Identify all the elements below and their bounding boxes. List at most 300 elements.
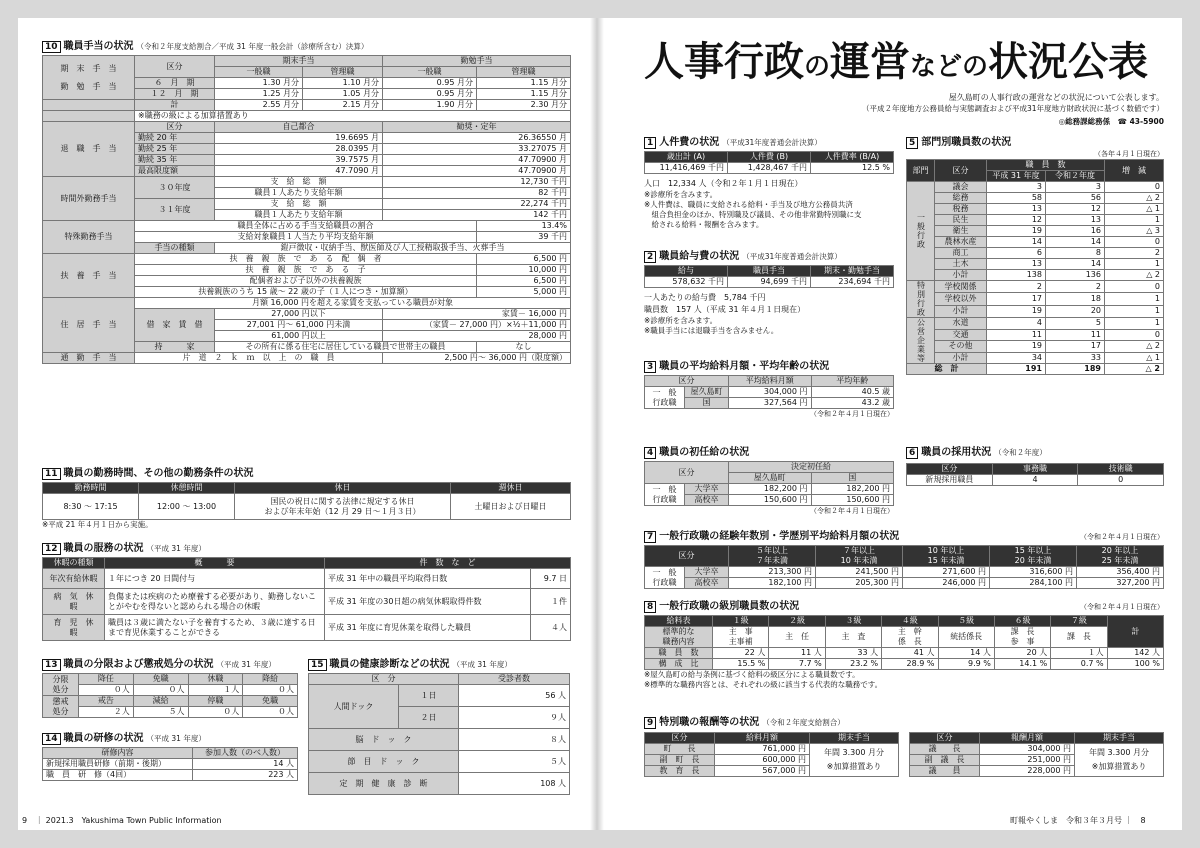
table-cell: 11 人 bbox=[769, 648, 825, 659]
table-cell: 15 年以上 20 年未満 bbox=[990, 546, 1077, 567]
table-cell: 停職 bbox=[188, 696, 243, 707]
table-row bbox=[43, 748, 298, 759]
table-cell: 区分 bbox=[910, 733, 980, 744]
table-cell: 国民の祝日に関する法律に規定する休日 および年末年始（12 月 29 日～１月３日） bbox=[235, 494, 451, 520]
table-row bbox=[43, 615, 571, 641]
table-cell: 区 分 bbox=[309, 674, 459, 685]
table-row bbox=[907, 293, 1164, 305]
table-row bbox=[43, 589, 571, 615]
table-cell: 19 bbox=[987, 341, 1046, 353]
table-cell: １２ 月 期 bbox=[135, 89, 215, 100]
table-cell: 28.0395 月 bbox=[215, 144, 383, 155]
section-3-average-salary: 3 職員の平均給料月額・平均年齢の状況 区分 平均給料月額 平均年齢 一 般 行政職 屋久島町 304,000 円 40.5 歳 国 327,564 円 43.2 歳 （令和２年４月１日現在） bbox=[644, 360, 894, 419]
table-row bbox=[907, 364, 1164, 375]
table-cell: 事務職 bbox=[992, 464, 1078, 475]
table-cell: 職 員 研 修（4回） bbox=[43, 770, 193, 781]
table-cell: 最高限度額 bbox=[135, 166, 215, 177]
right-page bbox=[604, 18, 1182, 830]
experience-salary-table bbox=[644, 545, 1164, 589]
table-cell: 142 千円 bbox=[383, 210, 571, 221]
table-cell: 27,001 円～ 61,000 円未満 bbox=[215, 320, 383, 331]
table-cell: 13 bbox=[987, 204, 1046, 215]
table-cell: 14 bbox=[1046, 259, 1105, 270]
table-cell: 33.27075 月 bbox=[383, 144, 571, 155]
table-cell: 主 幹 係 長 bbox=[882, 627, 938, 648]
table-cell: 町 長 bbox=[645, 744, 715, 755]
working-hours-table bbox=[42, 482, 571, 520]
table-cell: 12 bbox=[1046, 204, 1105, 215]
table-cell: 概 要 bbox=[105, 558, 325, 569]
table-cell: 人件費 (B) bbox=[728, 152, 811, 163]
table-cell: 主 任 bbox=[769, 627, 825, 648]
table-cell: 20 bbox=[1046, 305, 1105, 317]
table-cell: 7.7 % bbox=[769, 659, 825, 670]
table-cell: 平成 31 年中の職員平均取得日数 bbox=[325, 569, 531, 589]
table-cell: 22,274 千円 bbox=[383, 199, 571, 210]
table-row bbox=[907, 237, 1164, 248]
table-cell: 12 bbox=[987, 215, 1046, 226]
section-9-special-pay bbox=[644, 716, 1164, 777]
table-cell: 2 bbox=[1046, 281, 1105, 293]
table-cell: 統括係長 bbox=[938, 627, 994, 648]
table-cell: 26.36550 月 bbox=[383, 133, 571, 144]
table-cell: 学校以外 bbox=[935, 293, 987, 305]
table-cell: 家賃－ 16,000 円 bbox=[383, 309, 571, 320]
table-cell: 13 bbox=[1046, 215, 1105, 226]
table-cell: 1.30 月分 bbox=[215, 78, 303, 89]
table-row bbox=[645, 277, 894, 288]
section-8-grade-count: 8 一般行政職の級別職員数の状況 （令和２年４月１日現在） 給料表 １級 ２級 ３級 ４級 ５級 ６級 ７級 計 標準的な 職務内容 主 事 主事補 主 任 主 査 主 幹 係 長 統括係長 課 長 参 事 課 長 職 員 数 22 人 11 人 33 人 41 人 14 人 20 人 １人 142 人 構 成 比 15.5 % 7.7 % 23.2 % 28.9 % 9.9 % 14.1 % 0.7 % 100 % ※屋久島町の給与条例に基づく給料の級区分による職員数です。 ※標準的な職務内容とは、それぞれの級に該当する代表的な職務です。 bbox=[644, 601, 1164, 689]
table-cell: 職 員 数 bbox=[645, 648, 713, 659]
table-cell: 職 員 数 bbox=[987, 160, 1105, 171]
footer-left: 9 ｜ 2021.3 Yakushima Town Public Information bbox=[22, 816, 222, 825]
table-cell bbox=[43, 111, 135, 122]
table-cell: ０人 bbox=[243, 707, 298, 718]
table-cell: 育 児 休 暇 bbox=[43, 615, 105, 641]
table-cell: 片 道 ２ ｋ ｍ 以 上 の 職 員 bbox=[135, 353, 383, 364]
table-cell: 284,100 円 bbox=[990, 578, 1077, 589]
table-cell: 1 bbox=[1105, 259, 1164, 270]
table-cell: 勤続 35 年 bbox=[135, 155, 215, 166]
table-cell: 142 人 bbox=[1107, 648, 1163, 659]
table-cell: ０人 bbox=[243, 685, 298, 696]
table-row bbox=[645, 546, 1164, 567]
table-cell: 14 人 bbox=[938, 648, 994, 659]
salary-cost-table bbox=[644, 265, 894, 288]
table-cell: △ 1 bbox=[1105, 352, 1164, 364]
table-cell: 配偶者および子以外の扶養親族 bbox=[135, 276, 477, 287]
table-cell: 自己都合 bbox=[215, 122, 383, 133]
table-cell: 商工 bbox=[935, 248, 987, 259]
table-cell: 108 人 bbox=[459, 773, 570, 795]
table-row bbox=[43, 707, 298, 718]
table-row bbox=[43, 353, 571, 364]
table-cell: 94,699 千円 bbox=[728, 277, 811, 288]
table-cell: 報酬月額 bbox=[980, 733, 1075, 744]
table-cell: 22 人 bbox=[713, 648, 769, 659]
table-cell: 0.95 月分 bbox=[383, 89, 477, 100]
table-cell: 定 期 健 康 診 断 bbox=[309, 773, 459, 795]
table-row bbox=[910, 733, 1164, 744]
table-cell: 議 員 bbox=[910, 766, 980, 777]
table-cell: 議会 bbox=[935, 182, 987, 193]
table-cell: 増 減 bbox=[1105, 160, 1164, 182]
table-cell: 高校卒 bbox=[685, 495, 729, 506]
discipline-table bbox=[42, 673, 298, 718]
table-cell: 304,000 円 bbox=[729, 387, 812, 398]
table-cell: 567,000 円 bbox=[715, 766, 810, 777]
table-cell: 副 町 長 bbox=[645, 755, 715, 766]
table-cell: 4 bbox=[987, 318, 1046, 330]
table-cell: 58 bbox=[987, 193, 1046, 204]
table-cell: 189 bbox=[1046, 364, 1105, 375]
table-cell: 部門 bbox=[907, 160, 935, 182]
table-row bbox=[645, 627, 1164, 648]
table-cell: 23.2 % bbox=[825, 659, 881, 670]
table-cell: 課 長 bbox=[1051, 627, 1107, 648]
table-cell: 56 人 bbox=[459, 685, 570, 707]
table-cell: 228,000 円 bbox=[980, 766, 1075, 777]
table-cell: 期末手当 bbox=[1075, 733, 1164, 744]
table-row bbox=[907, 193, 1164, 204]
section-8-heading: 8 一般行政職の級別職員数の状況 bbox=[644, 600, 799, 613]
table-cell: 18 bbox=[1046, 293, 1105, 305]
table-cell: 0.7 % bbox=[1051, 659, 1107, 670]
table-cell: 223 人 bbox=[193, 770, 298, 781]
training-table bbox=[42, 747, 298, 781]
table-cell: ３０年度 bbox=[135, 177, 215, 199]
table-cell: 33 bbox=[1046, 352, 1105, 364]
table-cell: １日 bbox=[399, 685, 459, 707]
dependent-label: 扶 養 手 当 bbox=[43, 254, 135, 298]
table-row bbox=[907, 259, 1164, 270]
table-cell: 1.05 月分 bbox=[303, 89, 383, 100]
table-cell: 職員手当 bbox=[728, 266, 811, 277]
table-cell: ０人 bbox=[133, 685, 188, 696]
table-cell: 平成 31 年度に育児休業を取得した職員 bbox=[325, 615, 531, 641]
table-cell: 6 bbox=[987, 248, 1046, 259]
housing-label: 住 居 手 当 bbox=[43, 298, 135, 353]
table-cell: 11 bbox=[987, 329, 1046, 341]
table-cell: 降給 bbox=[243, 674, 298, 685]
section-13-heading: 13 職員の分限および懲戒処分の状況 （平成 31 年度） bbox=[42, 658, 298, 671]
table-cell: 15.5 % bbox=[713, 659, 769, 670]
table-cell: 14 bbox=[1046, 237, 1105, 248]
table-cell: 病 気 休 暇 bbox=[43, 589, 105, 615]
table-cell: ６ 月 期 bbox=[135, 78, 215, 89]
table-cell: ５人 bbox=[133, 707, 188, 718]
section-5-heading: 5 部門別職員数の状況 bbox=[906, 136, 1164, 149]
table-cell: 小計 bbox=[935, 270, 987, 281]
health-table bbox=[308, 673, 570, 795]
table-cell: 支 給 総 額 bbox=[215, 199, 383, 210]
table-cell: 一般職 bbox=[215, 67, 303, 78]
table-cell: 免職 bbox=[133, 674, 188, 685]
table-row bbox=[309, 674, 570, 685]
table-row bbox=[645, 648, 1164, 659]
table-cell: 0 bbox=[1105, 281, 1164, 293]
table-cell: 271,600 円 bbox=[903, 567, 990, 578]
table-cell: 9.7 日 bbox=[531, 569, 571, 589]
table-cell: 土木 bbox=[935, 259, 987, 270]
table-cell: 新規採用職員 bbox=[907, 475, 993, 486]
hiring-table bbox=[906, 463, 1164, 486]
table-row bbox=[907, 352, 1164, 364]
table-cell: 600,000 円 bbox=[715, 755, 810, 766]
table-cell: 3 bbox=[987, 182, 1046, 193]
table-cell: 平均給料月額 bbox=[729, 376, 812, 387]
table-cell: 区分 bbox=[907, 464, 993, 475]
section-4-starting-salary: 4 職員の初任給の状況 区分 決定初任給 屋久島町 国 一 般 行政職 大学卒 182,200 円 182,200 円 高校卒 150,600 円 150,600 円 （令和２年４月１日現在） bbox=[644, 446, 894, 516]
table-row bbox=[43, 111, 571, 122]
table-cell: 356,400 円 bbox=[1077, 567, 1164, 578]
table-cell: 屋久島町 bbox=[729, 473, 812, 484]
staff-by-department-table bbox=[906, 159, 1164, 375]
table-cell: 11,416,469 千円 bbox=[645, 163, 728, 174]
table-cell: 衛生 bbox=[935, 226, 987, 237]
table-cell: 13 bbox=[987, 259, 1046, 270]
table-cell: 受診者数 bbox=[459, 674, 570, 685]
table-cell: 課 長 参 事 bbox=[994, 627, 1050, 648]
table-row bbox=[309, 685, 570, 707]
table-cell: 扶 養 親 族 で あ る 配 偶 者 bbox=[135, 254, 477, 265]
table-row bbox=[645, 578, 1164, 589]
table-row bbox=[43, 100, 571, 111]
table-cell: ４人 bbox=[531, 615, 571, 641]
table-cell: 水道 bbox=[935, 318, 987, 330]
table-cell: 1.10 月分 bbox=[303, 78, 383, 89]
section-4-heading: 4 職員の初任給の状況 bbox=[644, 446, 894, 459]
section-12-service bbox=[42, 542, 570, 641]
table-cell: 決定初任給 bbox=[729, 462, 894, 473]
table-cell: １年につき 20 日間付与 bbox=[105, 569, 325, 589]
table-cell: 一 般 行政職 bbox=[645, 567, 685, 589]
table-cell: 2,500 円～ 36,000 円（限度額） bbox=[383, 353, 571, 364]
table-row bbox=[907, 464, 1164, 475]
table-cell: 年間 3.300 月分 ※加算措置あり bbox=[1075, 744, 1164, 777]
overtime-label: 時間外勤務手当 bbox=[43, 177, 135, 221]
table-cell: 138 bbox=[987, 270, 1046, 281]
table-cell: 負傷または疾病のため療養する必要があり、勤務しないことがやむを得ないと認められる場合の休暇 bbox=[105, 589, 325, 615]
table-cell: 6,500 円 bbox=[477, 254, 571, 265]
table-cell: 234,694 千円 bbox=[811, 277, 894, 288]
table-row bbox=[43, 298, 571, 309]
table-cell: 20 年以上 25 年未満 bbox=[1077, 546, 1164, 567]
table-cell: 職員１人あたり支給年額 bbox=[215, 210, 383, 221]
table-cell: 5,000 円 bbox=[477, 287, 571, 298]
table-cell: 平成 31 年度の30日超の病気休暇取得件数 bbox=[325, 589, 531, 615]
table-row bbox=[645, 462, 894, 473]
table-cell: 総 計 bbox=[907, 364, 987, 375]
table-cell: 47.70900 月 bbox=[383, 166, 571, 177]
table-row bbox=[43, 254, 571, 265]
table-cell: ５年以上 ７年未満 bbox=[729, 546, 816, 567]
table-cell: 1.15 月分 bbox=[477, 78, 571, 89]
table-cell: 0 bbox=[1078, 475, 1164, 486]
table-cell: 勤続 20 年 bbox=[135, 133, 215, 144]
table-cell bbox=[43, 100, 135, 111]
table-cell: 43.2 歳 bbox=[811, 398, 894, 409]
table-cell: 47.70900 月 bbox=[383, 155, 571, 166]
table-cell: 28,000 円 bbox=[383, 331, 571, 342]
table-cell: 12,730 千円 bbox=[383, 177, 571, 188]
table-cell: ５級 bbox=[938, 616, 994, 627]
table-row bbox=[645, 659, 1164, 670]
table-cell: １級 bbox=[713, 616, 769, 627]
table-row bbox=[645, 484, 894, 495]
table-cell: ８人 bbox=[459, 729, 570, 751]
table-cell: 2 bbox=[1105, 248, 1164, 259]
table-cell: 小計 bbox=[935, 305, 987, 317]
table-cell: 8:30 ～ 17:15 bbox=[43, 494, 139, 520]
average-salary-table bbox=[644, 375, 894, 409]
table-cell: 2 bbox=[987, 281, 1046, 293]
table-cell: 期末手当 bbox=[810, 733, 899, 744]
table-cell: 大学卒 bbox=[685, 484, 729, 495]
table-cell: その所有に係る住宅に居住している職員で世帯主の職員 bbox=[215, 342, 477, 353]
table-row bbox=[43, 674, 298, 685]
table-cell: 管理職 bbox=[477, 67, 571, 78]
table-row bbox=[43, 483, 571, 494]
table-cell: 扶 養 親 族 で あ る 子 bbox=[135, 265, 477, 276]
table-cell: △ 2 bbox=[1105, 341, 1164, 353]
table-cell: 節 目 ド ッ ク bbox=[309, 751, 459, 773]
section-1-heading: 1 人件費の状況 （平成31年度普通会計決算） bbox=[644, 136, 894, 149]
table-cell: 12.5 % bbox=[811, 163, 894, 174]
table-cell: 14 人 bbox=[193, 759, 298, 770]
table-row bbox=[910, 744, 1164, 755]
executive-pay-table bbox=[644, 732, 899, 777]
table-cell: 勤務時間 bbox=[43, 483, 139, 494]
section-3-heading: 3 職員の平均給料月額・平均年齢の状況 bbox=[644, 360, 894, 373]
section-6-heading: 6 職員の採用状況 （令和２年度） bbox=[906, 446, 1164, 459]
table-row bbox=[309, 751, 570, 773]
table-cell: 136 bbox=[1046, 270, 1105, 281]
table-cell: 1 bbox=[1105, 318, 1164, 330]
table-cell: 区分 bbox=[935, 160, 987, 182]
section-2-heading: 2 職員給与費の状況 （平成31年度普通会計決算） bbox=[644, 250, 894, 263]
section-1-personnel-cost: 1 人件費の状況 （平成31年度普通会計決算） 歳出計 (A) 人件費 (B) 人件費率 (B/A) 11,416,469 千円 1,428,467 千円 12.5 % 人口 12,334 人（令和２年１月１日現在） ※診療所を含みます。 ※人件費は、職員に支給される給料・手当及び地方公務員共済 組合負担金のほか、特別職及び議員、その他非常勤特別職に支 給される給料・報酬を含みます。 bbox=[644, 136, 894, 230]
table-cell: 191 bbox=[987, 364, 1046, 375]
table-cell: 39 千円 bbox=[477, 232, 571, 243]
table-cell: １人 bbox=[1051, 648, 1107, 659]
table-cell: 327,564 円 bbox=[729, 398, 812, 409]
table-row bbox=[645, 152, 894, 163]
table-cell: 1 bbox=[1105, 305, 1164, 317]
table-cell: 28.9 % bbox=[882, 659, 938, 670]
table-cell: 月額 16,000 円を超える家賃を支払っている職員が対象 bbox=[135, 298, 571, 309]
table-cell: 休職 bbox=[188, 674, 243, 685]
table-cell: 学校関係 bbox=[935, 281, 987, 293]
table-cell: 休暇の種類 bbox=[43, 558, 105, 569]
table-cell: 8 bbox=[1046, 248, 1105, 259]
table-row bbox=[43, 122, 571, 133]
table-cell: 761,000 円 bbox=[715, 744, 810, 755]
table-cell: 持 家 bbox=[135, 342, 215, 353]
table-cell: 10 年以上 15 年未満 bbox=[903, 546, 990, 567]
left-page bbox=[18, 18, 590, 830]
table-cell: 19 bbox=[987, 305, 1046, 317]
table-cell: 教 育 長 bbox=[645, 766, 715, 777]
section-2-salary-cost: 2 職員給与費の状況 （平成31年度普通会計決算） 給与 職員手当 期末・勤勉手当 578,632 千円 94,699 千円 234,694 千円 一人あたりの給与費 5,784 千円 職員数 157 人（平成 31 年４月１日現在） ※診療所を含みます。 ※職員手当には退職手当を含みません。 bbox=[644, 250, 894, 336]
table-cell: ２人 bbox=[79, 707, 134, 718]
section-5-staff-by-department: 5 部門別職員数の状況 （各年４月１日現在） 部門 区分 職 員 数 増 減 平成 31 年度 令和２年度 一般行政 議会 3 3 0 総務 58 56 △ 2 税務 13 12 △ 1 民生 12 13 1 衛生 19 16 △ 3 農林水産 14 14 0 商工 6 8 2 土木 13 14 1 小計 138 136 △ 2 特別行政 学校関係 2 2 0 学校以外 17 18 1 小計 19 20 1 公営企業等 水道 4 5 1 交通 11 11 0 その他 19 17 △ 2 小計 34 33 △ 1 総 計 191 189 △ 2 bbox=[906, 136, 1164, 375]
table-cell: 316,600 円 bbox=[990, 567, 1077, 578]
table-cell: △ 2 bbox=[1105, 270, 1164, 281]
working-hours-note: ※平成 21 年４月１日から実施。 bbox=[42, 520, 153, 529]
section-7-heading: 7 一般行政職の経験年数別・学歴別平均給料月額の状況 bbox=[644, 530, 899, 543]
table-row bbox=[43, 770, 298, 781]
table-row bbox=[645, 266, 894, 277]
table-cell: ４級 bbox=[882, 616, 938, 627]
section-9-heading: 9 特別職の報酬等の状況 （令和２年度支給割合） bbox=[644, 716, 1164, 729]
table-cell: 2.55 月分 bbox=[215, 100, 303, 111]
table-row bbox=[907, 270, 1164, 281]
table-cell: ３級 bbox=[825, 616, 881, 627]
table-cell: 民生 bbox=[935, 215, 987, 226]
table-cell: 47.7090 月 bbox=[215, 166, 383, 177]
table-cell: 0.95 月分 bbox=[383, 78, 477, 89]
table-cell: 公営企業等 bbox=[907, 318, 935, 364]
table-cell: 週休日 bbox=[451, 483, 571, 494]
table-cell: 一 般 行政職 bbox=[645, 387, 685, 409]
table-cell: 20 人 bbox=[994, 648, 1050, 659]
table-cell: 平成 31 年度 bbox=[987, 171, 1046, 182]
table-cell: 41 人 bbox=[882, 648, 938, 659]
section-13-discipline bbox=[42, 658, 298, 718]
table-cell: 主 事 主事補 bbox=[713, 627, 769, 648]
table-cell: その他 bbox=[935, 341, 987, 353]
table-cell: 1 bbox=[1105, 215, 1164, 226]
table-cell: 304,000 円 bbox=[980, 744, 1075, 755]
table-cell: △ 2 bbox=[1105, 364, 1164, 375]
personnel-cost-table bbox=[644, 151, 894, 174]
table-cell: 39.7575 月 bbox=[215, 155, 383, 166]
table-cell: 2.15 月分 bbox=[303, 100, 383, 111]
table-cell: 205,300 円 bbox=[816, 578, 903, 589]
table-row bbox=[907, 281, 1164, 293]
table-cell: 勤勉手当 bbox=[383, 56, 571, 67]
table-row bbox=[309, 729, 570, 751]
table-cell: 休日 bbox=[235, 483, 451, 494]
table-cell: 鎧戸徴収・収納手当、獣医師及び人工授精取扱手当、火葬手当 bbox=[215, 243, 571, 254]
table-cell: 歳出計 (A) bbox=[645, 152, 728, 163]
table-cell: 屋久島町 bbox=[685, 387, 729, 398]
table-row bbox=[43, 569, 571, 589]
section-11-working-hours bbox=[42, 467, 570, 530]
table-cell: 戒告 bbox=[79, 696, 134, 707]
table-row bbox=[907, 215, 1164, 226]
section-15-heading: 15 職員の健康診断などの状況 （平成 31 年度） bbox=[308, 658, 570, 671]
table-cell: ６級 bbox=[994, 616, 1050, 627]
table-cell: 小計 bbox=[935, 352, 987, 364]
table-cell: 40.5 歳 bbox=[811, 387, 894, 398]
table-cell: １件 bbox=[531, 589, 571, 615]
table-cell: 1,428,467 千円 bbox=[728, 163, 811, 174]
table-cell: 管理職 bbox=[303, 67, 383, 78]
table-cell: ５人 bbox=[459, 751, 570, 773]
table-row bbox=[907, 182, 1164, 193]
table-cell: 一般職 bbox=[383, 67, 477, 78]
commute-label: 通 勤 手 当 bbox=[43, 353, 135, 364]
table-cell: 区分 bbox=[645, 733, 715, 744]
table-row bbox=[907, 204, 1164, 215]
table-cell: 研修内容 bbox=[43, 748, 193, 759]
section-14-training bbox=[42, 732, 298, 781]
bonus-label: 期 末 手 当 勤 勉 手 当 bbox=[43, 56, 135, 100]
table-cell: 0 bbox=[1105, 237, 1164, 248]
table-cell: 支給対象職員１人当たり平均支給年額 bbox=[135, 232, 477, 243]
